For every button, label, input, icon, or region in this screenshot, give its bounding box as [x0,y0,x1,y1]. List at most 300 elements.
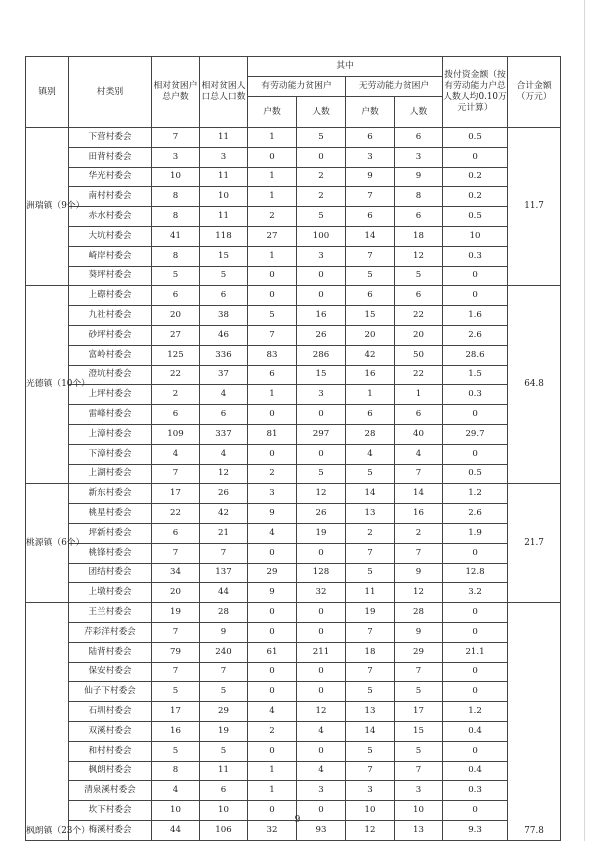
nolabor-households-cell: 13 [346,702,395,722]
town-name-cell: 洲瑞镇（9个） [26,128,69,286]
table-row [26,345,561,365]
table-row [26,444,561,464]
nolabor-people-cell: 22 [395,306,443,326]
village-name-cell: 团结村委会 [69,563,152,583]
funds-amount-cell: 3.2 [443,583,508,603]
village-name-cell: 和村村委会 [69,741,152,761]
labor-households-cell: 61 [248,642,297,662]
table-row [26,523,561,543]
labor-people-cell: 93 [297,820,346,840]
labor-households-cell: 0 [248,801,297,821]
nolabor-people-cell: 7 [395,464,443,484]
labor-people-cell: 0 [297,286,346,306]
labor-households-cell: 1 [248,246,297,266]
village-name-cell: 梅溪村委会 [69,820,152,840]
population-count-cell: 11 [200,128,248,148]
population-count-cell: 6 [200,286,248,306]
village-name-cell: 九社村委会 [69,306,152,326]
household-count-cell: 4 [152,781,200,801]
town-name-cell: 光德镇（10个） [26,286,69,484]
village-name-cell: 陆背村委会 [69,642,152,662]
village-name-cell: 石圳村委会 [69,702,152,722]
labor-households-cell: 0 [248,741,297,761]
nolabor-people-cell: 6 [395,207,443,227]
nolabor-households-cell: 42 [346,345,395,365]
village-name-cell: 澄坑村委会 [69,365,152,385]
household-count-cell: 5 [152,266,200,286]
labor-people-cell: 19 [297,523,346,543]
town-name-cell: 枫朗镇（23个） [26,603,69,841]
funds-amount-cell: 2.6 [443,325,508,345]
table-row [26,741,561,761]
nolabor-people-cell: 50 [395,345,443,365]
funds-amount-cell: 0 [443,622,508,642]
table-row [26,187,561,207]
nolabor-households-cell: 14 [346,226,395,246]
population-count-cell: 21 [200,523,248,543]
table-row [26,721,561,741]
funds-amount-cell: 1.2 [443,484,508,504]
labor-people-cell: 12 [297,484,346,504]
table-row [26,365,561,385]
household-count-cell: 79 [152,642,200,662]
nolabor-households-cell: 7 [346,187,395,207]
table-row [26,504,561,524]
labor-people-cell: 0 [297,801,346,821]
labor-households-cell: 0 [248,444,297,464]
header-among: 其中 [248,57,443,77]
header-labor-group: 有劳动能力贫困户 [248,77,346,97]
nolabor-households-cell: 5 [346,741,395,761]
header-nolabor-group: 无劳动能力贫困户 [346,77,443,97]
table-row [26,405,561,425]
labor-people-cell: 3 [297,781,346,801]
household-count-cell: 16 [152,721,200,741]
village-name-cell: 下营村委会 [69,128,152,148]
header-nolabor-people: 人数 [395,97,443,128]
funds-amount-cell: 1.5 [443,365,508,385]
funds-amount-cell: 29.7 [443,424,508,444]
labor-households-cell: 4 [248,702,297,722]
nolabor-people-cell: 5 [395,741,443,761]
population-count-cell: 137 [200,563,248,583]
village-name-cell: 下漳村委会 [69,444,152,464]
labor-households-cell: 0 [248,147,297,167]
table-row [26,622,561,642]
labor-people-cell: 297 [297,424,346,444]
nolabor-people-cell: 7 [395,761,443,781]
town-name-cell: 桃源镇（6个） [26,484,69,603]
household-count-cell: 20 [152,306,200,326]
nolabor-households-cell: 5 [346,266,395,286]
header-total: 合计金额（万元） [508,57,561,128]
household-count-cell: 10 [152,801,200,821]
household-count-cell: 7 [152,464,200,484]
labor-households-cell: 0 [248,622,297,642]
labor-people-cell: 0 [297,266,346,286]
labor-people-cell: 0 [297,543,346,563]
nolabor-people-cell: 4 [395,444,443,464]
labor-households-cell: 27 [248,226,297,246]
population-count-cell: 7 [200,662,248,682]
labor-people-cell: 5 [297,128,346,148]
nolabor-people-cell: 15 [395,721,443,741]
population-count-cell: 11 [200,761,248,781]
labor-households-cell: 4 [248,523,297,543]
village-name-cell: 大坑村委会 [69,226,152,246]
labor-people-cell: 15 [297,365,346,385]
table-row [26,682,561,702]
village-name-cell: 上湖村委会 [69,464,152,484]
labor-households-cell: 9 [248,583,297,603]
village-name-cell: 双溪村委会 [69,721,152,741]
nolabor-households-cell: 15 [346,306,395,326]
household-count-cell: 2 [152,385,200,405]
household-count-cell: 109 [152,424,200,444]
nolabor-people-cell: 7 [395,543,443,563]
labor-households-cell: 0 [248,603,297,623]
nolabor-people-cell: 18 [395,226,443,246]
nolabor-households-cell: 7 [346,662,395,682]
table-row [26,147,561,167]
funds-amount-cell: 0 [443,741,508,761]
labor-households-cell: 6 [248,365,297,385]
labor-households-cell: 2 [248,207,297,227]
nolabor-households-cell: 12 [346,820,395,840]
labor-households-cell: 1 [248,128,297,148]
population-count-cell: 5 [200,682,248,702]
nolabor-people-cell: 6 [395,286,443,306]
funds-amount-cell: 0 [443,405,508,425]
header-labor-households: 户数 [248,97,297,128]
labor-households-cell: 0 [248,662,297,682]
household-count-cell: 6 [152,523,200,543]
nolabor-households-cell: 19 [346,603,395,623]
labor-people-cell: 0 [297,603,346,623]
town-total-cell: 64.8 [508,286,561,484]
labor-people-cell: 3 [297,246,346,266]
labor-people-cell: 32 [297,583,346,603]
nolabor-households-cell: 7 [346,622,395,642]
nolabor-households-cell: 14 [346,484,395,504]
nolabor-households-cell: 18 [346,642,395,662]
labor-households-cell: 83 [248,345,297,365]
nolabor-people-cell: 12 [395,246,443,266]
table-row [26,563,561,583]
labor-households-cell: 0 [248,286,297,306]
nolabor-people-cell: 8 [395,187,443,207]
village-name-cell: 上漳村委会 [69,424,152,444]
population-count-cell: 5 [200,741,248,761]
village-name-cell: 雷峰村委会 [69,405,152,425]
household-count-cell: 17 [152,484,200,504]
town-total-cell: 21.7 [508,484,561,603]
table-row [26,702,561,722]
village-name-cell: 富岭村委会 [69,345,152,365]
village-name-cell: 华光村委会 [69,167,152,187]
household-count-cell: 5 [152,741,200,761]
nolabor-people-cell: 16 [395,504,443,524]
funds-amount-cell: 21.1 [443,642,508,662]
funds-amount-cell: 0 [443,444,508,464]
nolabor-households-cell: 5 [346,563,395,583]
nolabor-people-cell: 17 [395,702,443,722]
page-number: 9 [294,815,301,825]
nolabor-households-cell: 1 [346,385,395,405]
population-count-cell: 337 [200,424,248,444]
labor-households-cell: 81 [248,424,297,444]
household-count-cell: 34 [152,563,200,583]
household-count-cell: 8 [152,246,200,266]
table-row [26,642,561,662]
table-row [26,325,561,345]
nolabor-households-cell: 7 [346,246,395,266]
household-count-cell: 10 [152,167,200,187]
labor-households-cell: 9 [248,504,297,524]
household-count-cell: 6 [152,286,200,306]
labor-people-cell: 211 [297,642,346,662]
nolabor-households-cell: 9 [346,167,395,187]
nolabor-households-cell: 28 [346,424,395,444]
nolabor-households-cell: 13 [346,504,395,524]
table-row [26,246,561,266]
nolabor-people-cell: 12 [395,583,443,603]
household-count-cell: 7 [152,543,200,563]
nolabor-households-cell: 6 [346,128,395,148]
household-count-cell: 7 [152,662,200,682]
nolabor-households-cell: 2 [346,523,395,543]
nolabor-households-cell: 5 [346,464,395,484]
nolabor-people-cell: 40 [395,424,443,444]
table-row [26,464,561,484]
nolabor-people-cell: 20 [395,325,443,345]
population-count-cell: 38 [200,306,248,326]
household-count-cell: 17 [152,702,200,722]
nolabor-people-cell: 28 [395,603,443,623]
funds-amount-cell: 0 [443,266,508,286]
labor-households-cell: 0 [248,682,297,702]
labor-households-cell: 5 [248,306,297,326]
household-count-cell: 6 [152,405,200,425]
town-total-cell: 11.7 [508,128,561,286]
labor-people-cell: 4 [297,721,346,741]
village-name-cell: 田背村委会 [69,147,152,167]
labor-households-cell: 1 [248,761,297,781]
population-count-cell: 42 [200,504,248,524]
labor-households-cell: 2 [248,721,297,741]
household-count-cell: 8 [152,761,200,781]
population-count-cell: 44 [200,583,248,603]
nolabor-households-cell: 16 [346,365,395,385]
labor-people-cell: 12 [297,702,346,722]
village-name-cell: 桃锋村委会 [69,543,152,563]
labor-people-cell: 0 [297,622,346,642]
funds-amount-cell: 0.5 [443,128,508,148]
funds-amount-cell: 0 [443,543,508,563]
nolabor-people-cell: 9 [395,622,443,642]
labor-people-cell: 100 [297,226,346,246]
funds-amount-cell: 10 [443,226,508,246]
nolabor-people-cell: 1 [395,385,443,405]
household-count-cell: 125 [152,345,200,365]
labor-households-cell: 2 [248,464,297,484]
funds-amount-cell: 0.5 [443,207,508,227]
village-name-cell: 王兰村委会 [69,603,152,623]
header-town: 镇别 [26,57,69,128]
nolabor-people-cell: 5 [395,266,443,286]
nolabor-people-cell: 6 [395,405,443,425]
labor-people-cell: 5 [297,464,346,484]
nolabor-people-cell: 13 [395,820,443,840]
labor-people-cell: 16 [297,306,346,326]
household-count-cell: 7 [152,128,200,148]
village-name-cell: 坪新村委会 [69,523,152,543]
nolabor-households-cell: 4 [346,444,395,464]
population-count-cell: 3 [200,147,248,167]
table-row [26,385,561,405]
nolabor-households-cell: 6 [346,405,395,425]
labor-people-cell: 26 [297,325,346,345]
labor-households-cell: 1 [248,385,297,405]
nolabor-households-cell: 20 [346,325,395,345]
nolabor-people-cell: 29 [395,642,443,662]
village-name-cell: 桃星村委会 [69,504,152,524]
household-count-cell: 19 [152,603,200,623]
funds-amount-cell: 9.3 [443,820,508,840]
household-count-cell: 44 [152,820,200,840]
household-count-cell: 22 [152,365,200,385]
population-count-cell: 19 [200,721,248,741]
table-row [26,761,561,781]
nolabor-people-cell: 3 [395,147,443,167]
funds-amount-cell: 0.3 [443,385,508,405]
table-body [26,128,561,841]
household-count-cell: 41 [152,226,200,246]
table-row [26,266,561,286]
funds-amount-cell: 1.9 [443,523,508,543]
labor-households-cell: 1 [248,781,297,801]
funds-amount-cell: 0 [443,682,508,702]
nolabor-households-cell: 5 [346,682,395,702]
village-name-cell: 上坪村委会 [69,385,152,405]
table-row [26,207,561,227]
labor-people-cell: 0 [297,682,346,702]
labor-people-cell: 3 [297,385,346,405]
population-count-cell: 336 [200,345,248,365]
nolabor-households-cell: 7 [346,761,395,781]
funds-amount-cell: 1.6 [443,306,508,326]
village-name-cell: 枫朗村委会 [69,761,152,781]
household-count-cell: 3 [152,147,200,167]
header-households: 相对贫困户总户数 [152,57,200,128]
table-row [26,781,561,801]
labor-people-cell: 0 [297,405,346,425]
population-count-cell: 240 [200,642,248,662]
labor-households-cell: 29 [248,563,297,583]
labor-households-cell: 0 [248,543,297,563]
household-count-cell: 27 [152,325,200,345]
poverty-funding-table [25,56,561,841]
village-name-cell: 上磜村委会 [69,286,152,306]
household-count-cell: 4 [152,444,200,464]
population-count-cell: 10 [200,801,248,821]
household-count-cell: 22 [152,504,200,524]
header-population: 相对贫困人口总人口数 [200,57,248,128]
village-name-cell: 仙子下村委会 [69,682,152,702]
funds-amount-cell: 0 [443,801,508,821]
nolabor-people-cell: 7 [395,662,443,682]
population-count-cell: 4 [200,385,248,405]
nolabor-households-cell: 7 [346,543,395,563]
funds-amount-cell: 0.5 [443,464,508,484]
nolabor-people-cell: 22 [395,365,443,385]
labor-people-cell: 286 [297,345,346,365]
population-count-cell: 5 [200,266,248,286]
village-name-cell: 上墩村委会 [69,583,152,603]
nolabor-people-cell: 10 [395,801,443,821]
funds-amount-cell: 0 [443,286,508,306]
village-name-cell: 坎下村委会 [69,801,152,821]
population-count-cell: 106 [200,820,248,840]
labor-households-cell: 1 [248,167,297,187]
nolabor-people-cell: 6 [395,128,443,148]
nolabor-people-cell: 14 [395,484,443,504]
population-count-cell: 15 [200,246,248,266]
page-edge-line [584,0,585,841]
nolabor-households-cell: 14 [346,721,395,741]
labor-people-cell: 0 [297,662,346,682]
population-count-cell: 118 [200,226,248,246]
nolabor-households-cell: 3 [346,781,395,801]
funds-amount-cell: 0.3 [443,246,508,266]
population-count-cell: 29 [200,702,248,722]
population-count-cell: 28 [200,603,248,623]
population-count-cell: 11 [200,207,248,227]
funds-amount-cell: 0 [443,662,508,682]
funds-amount-cell: 0.4 [443,721,508,741]
nolabor-people-cell: 2 [395,523,443,543]
funds-amount-cell: 28.6 [443,345,508,365]
household-count-cell: 8 [152,207,200,227]
funds-amount-cell: 2.6 [443,504,508,524]
village-name-cell: 葵坪村委会 [69,266,152,286]
population-count-cell: 4 [200,444,248,464]
population-count-cell: 10 [200,187,248,207]
household-count-cell: 7 [152,622,200,642]
labor-people-cell: 2 [297,187,346,207]
village-name-cell: 崎岸村委会 [69,246,152,266]
table-row [26,662,561,682]
table-row [26,543,561,563]
town-total-cell: 77.8 [508,603,561,841]
labor-people-cell: 26 [297,504,346,524]
population-count-cell: 6 [200,405,248,425]
labor-people-cell: 128 [297,563,346,583]
table-row [26,484,561,504]
population-count-cell: 12 [200,464,248,484]
labor-people-cell: 0 [297,147,346,167]
funds-amount-cell: 0 [443,603,508,623]
nolabor-households-cell: 6 [346,286,395,306]
funds-amount-cell: 0 [443,147,508,167]
household-count-cell: 5 [152,682,200,702]
population-count-cell: 6 [200,781,248,801]
funds-amount-cell: 0.3 [443,781,508,801]
table-row [26,286,561,306]
village-name-cell: 南村村委会 [69,187,152,207]
labor-households-cell: 7 [248,325,297,345]
labor-households-cell: 32 [248,820,297,840]
